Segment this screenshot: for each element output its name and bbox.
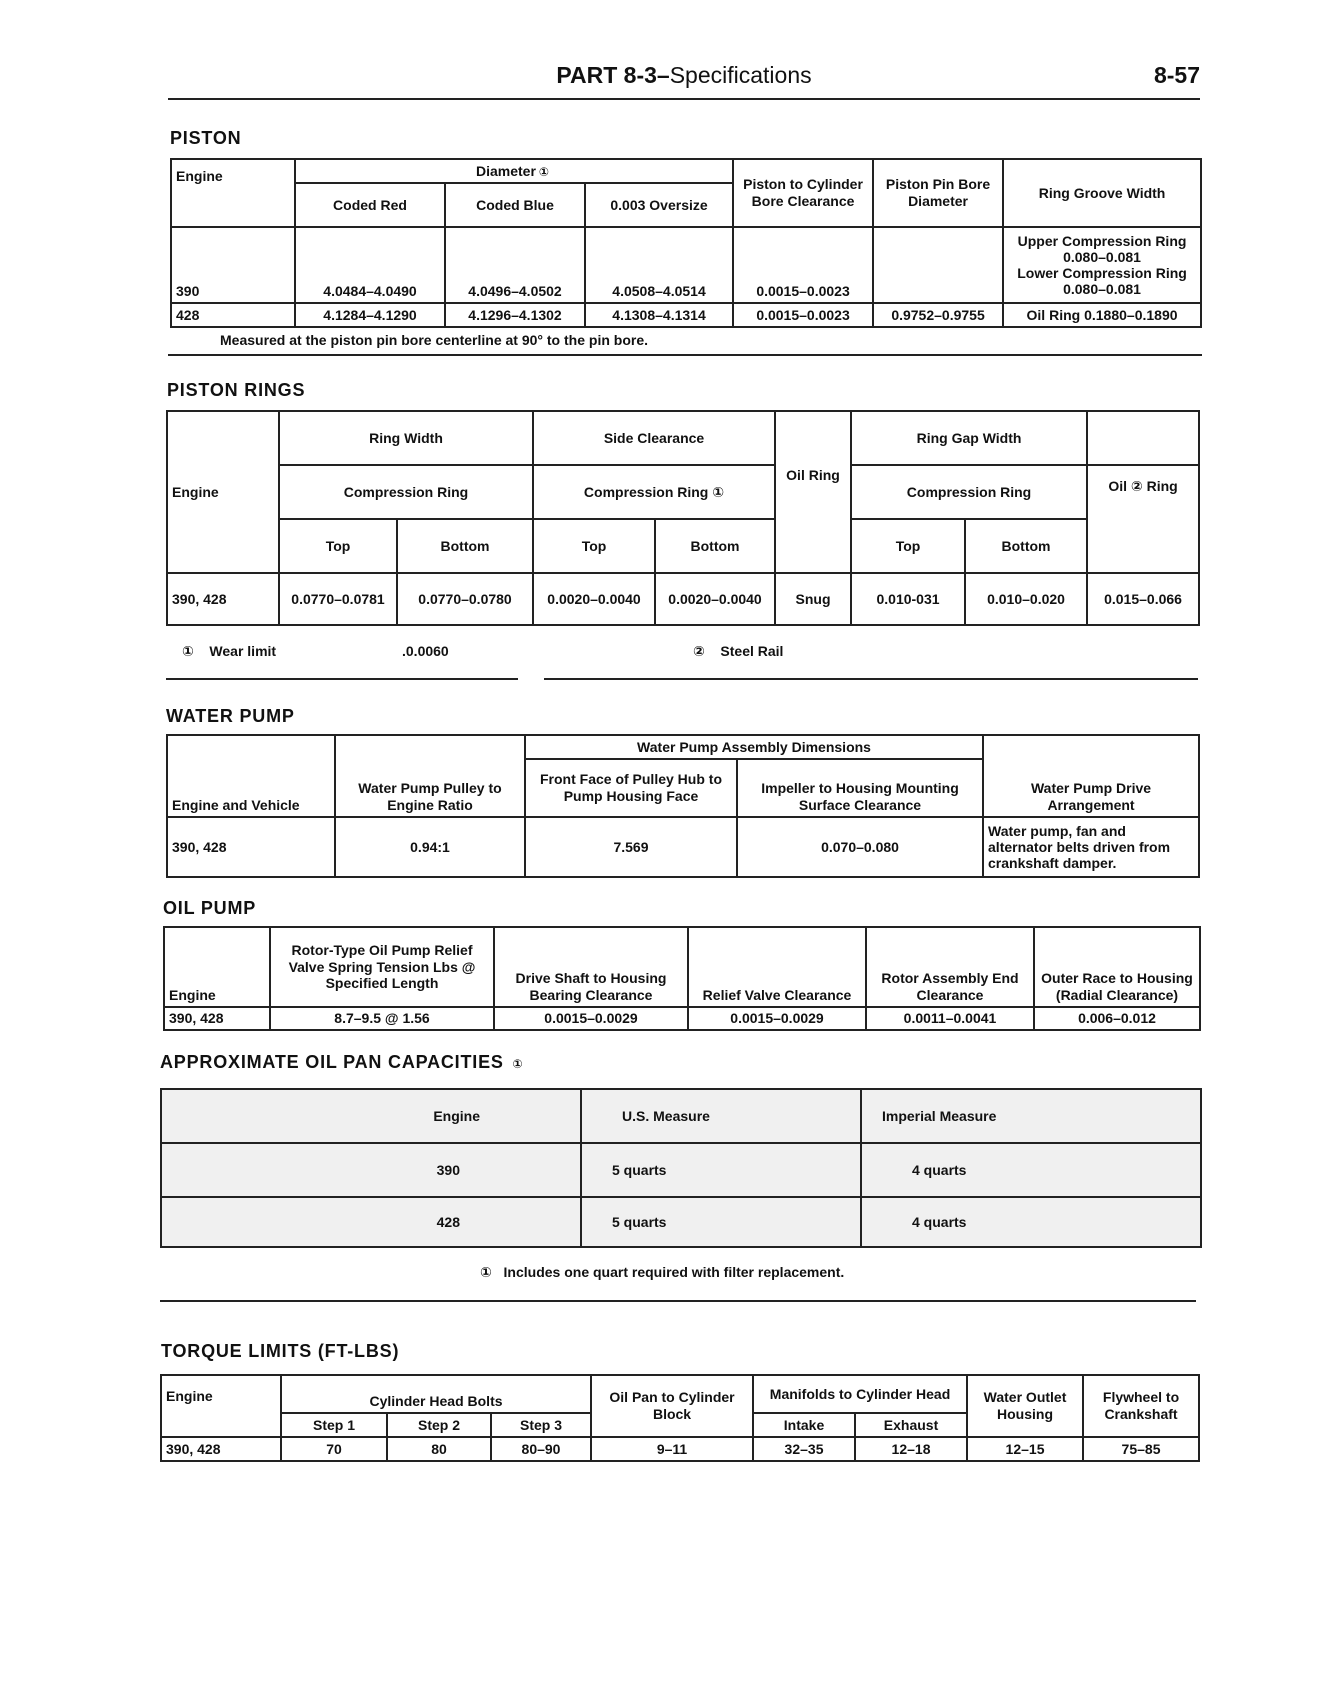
oil-pan-note [480, 1264, 844, 1281]
tq-flywheel-cell: 75–85 [1083, 1437, 1199, 1461]
rings-footnote-2 [693, 643, 783, 660]
wear-limit-label: Wear limit [209, 643, 277, 659]
op-relief-valve-cell: 0.0015–0.0029 [688, 1007, 866, 1030]
tq-manifolds-header: Manifolds to Cylinder Head [753, 1375, 967, 1413]
page-header [168, 60, 1200, 100]
oil-pan-table [160, 1088, 1202, 1248]
piston-note: Measured at the piston pin bore centerline at 90° to the pin bore. [220, 332, 648, 348]
divider [166, 678, 518, 680]
pan-engine-header: Engine [161, 1089, 581, 1143]
op-relief-valve-header: Relief Valve Clearance [688, 927, 866, 1007]
wp-drive-cell: Water pump, fan and alternator belts driven from crankshaft damper. [983, 817, 1199, 877]
rings-side-oil-cell: Snug [775, 573, 851, 625]
wp-ratio-cell: 0.94:1 [335, 817, 525, 877]
wp-assembly-header: Water Pump Assembly Dimensions [525, 735, 983, 759]
table-row [164, 1007, 1200, 1030]
oil-pump-table [163, 926, 1201, 1031]
rings-gap-bottom-header: Bottom [965, 519, 1087, 573]
op-rotor-header: Rotor Assembly End Clearance [866, 927, 1034, 1007]
pan-us-header: U.S. Measure [581, 1089, 861, 1143]
tq-step1-cell: 70 [281, 1437, 387, 1461]
pan-us-cell: 5 quarts [581, 1143, 861, 1197]
op-engine-cell: 390, 428 [164, 1007, 270, 1030]
rings-gap-oil-header: Oil ② Ring [1087, 465, 1199, 573]
ring-groove-line: Lower Compression Ring [1017, 265, 1187, 281]
tq-engine-header: Engine [161, 1375, 281, 1437]
wp-impeller-cell: 0.070–0.080 [737, 817, 983, 877]
piston-diameter-header [295, 159, 733, 183]
piston-ring-groove-cell: Oil Ring 0.1880–0.1890 [1003, 303, 1201, 327]
divider [160, 1300, 1196, 1302]
tq-step2-cell: 80 [387, 1437, 491, 1461]
piston-rings-table [166, 410, 1200, 626]
pan-imperial-header: Imperial Measure [861, 1089, 1201, 1143]
rings-engine-header: Engine [167, 411, 279, 573]
rings-side-top-header: Top [533, 519, 655, 573]
pan-engine-cell: 390 [161, 1143, 581, 1197]
rings-blank-header [1087, 411, 1199, 465]
op-outer-race-cell: 0.006–0.012 [1034, 1007, 1200, 1030]
wp-engine-header: Engine and Vehicle [167, 735, 335, 817]
footnote-mark: ① [182, 643, 194, 659]
op-relief-spring-cell: 8.7–9.5 @ 1.56 [270, 1007, 494, 1030]
rings-side-bottom-cell: 0.0020–0.0040 [655, 573, 775, 625]
rings-side-compression-header: Compression Ring ① [533, 465, 775, 519]
footnote-mark: ② [693, 643, 705, 659]
water-pump-table [166, 734, 1200, 878]
rings-blank-header [775, 411, 851, 465]
rings-width-bottom-cell: 0.0770–0.0780 [397, 573, 533, 625]
torque-section-title: TORQUE LIMITS (FT-LBS) [161, 1341, 400, 1361]
steel-rail-label: Steel Rail [720, 643, 784, 659]
piston-section-title: PISTON [170, 128, 242, 148]
piston-engine-header: Engine [171, 159, 295, 227]
tq-step1-header: Step 1 [281, 1413, 387, 1437]
piston-coded-red-cell: 4.0484–4.0490 [295, 227, 445, 303]
footnote-mark: ① [480, 1264, 492, 1280]
table-row [167, 573, 1199, 625]
piston-clearance-cell: 0.0015–0.0023 [733, 303, 873, 327]
table-row [167, 817, 1199, 877]
rings-gap-compression-header: Compression Ring [851, 465, 1087, 519]
tq-oil-pan-header: Oil Pan to Cylinder Block [591, 1375, 753, 1437]
op-relief-spring-header: Rotor-Type Oil Pump Relief Valve Spring Tension Lbs @ Specified Length [270, 927, 494, 1007]
pan-engine-cell: 428 [161, 1197, 581, 1247]
wp-front-face-header: Front Face of Pulley Hub to Pump Housing Face [525, 759, 737, 817]
rings-gap-width-header: Ring Gap Width [851, 411, 1087, 465]
op-engine-header: Engine [164, 927, 270, 1007]
oil-pan-note-text: Includes one quart required with filter replacement. [503, 1264, 845, 1280]
pan-imperial-cell: 4 quarts [861, 1143, 1201, 1197]
piston-clearance-cell: 0.0015–0.0023 [733, 227, 873, 303]
piston-table [170, 158, 1202, 328]
rings-width-bottom-header: Bottom [397, 519, 533, 573]
ring-groove-line: 0.080–0.081 [1063, 248, 1141, 265]
rings-width-top-cell: 0.0770–0.0781 [279, 573, 397, 625]
piston-engine-cell: 390 [171, 227, 295, 303]
piston-rings-section-title: PISTON RINGS [167, 380, 306, 400]
torque-table [160, 1374, 1200, 1462]
ring-groove-line: 0.080–0.081 [1063, 281, 1141, 298]
op-outer-race-header: Outer Race to Housing (Radial Clearance) [1034, 927, 1200, 1007]
tq-intake-header: Intake [753, 1413, 855, 1437]
op-drive-shaft-cell: 0.0015–0.0029 [494, 1007, 688, 1030]
wp-drive-header: Water Pump Drive Arrangement [983, 735, 1199, 817]
pan-us-cell: 5 quarts [581, 1197, 861, 1247]
diameter-footnote-mark: ① [538, 164, 550, 179]
diameter-label: Diameter [475, 162, 536, 179]
op-drive-shaft-header: Drive Shaft to Housing Bearing Clearance [494, 927, 688, 1007]
piston-coded-red-cell: 4.1284–4.1290 [295, 303, 445, 327]
tq-water-outlet-header: Water Outlet Housing [967, 1375, 1083, 1437]
table-row [161, 1437, 1199, 1461]
rings-side-bottom-header: Bottom [655, 519, 775, 573]
wp-ratio-header: Water Pump Pulley to Engine Ratio [335, 735, 525, 817]
tq-intake-cell: 32–35 [753, 1437, 855, 1461]
part-label: PART 8-3 [556, 62, 657, 88]
rings-side-clearance-header: Side Clearance [533, 411, 775, 465]
table-row [161, 1143, 1201, 1197]
piston-oversize-header: 0.003 Oversize [585, 183, 733, 227]
rings-side-top-cell: 0.0020–0.0040 [533, 573, 655, 625]
water-pump-section-title: WATER PUMP [166, 706, 295, 726]
wp-engine-cell: 390, 428 [167, 817, 335, 877]
piston-pin-bore-header: Piston Pin Bore Diameter [873, 159, 1003, 227]
piston-ring-groove-cell [1003, 227, 1201, 303]
piston-coded-red-header: Coded Red [295, 183, 445, 227]
rings-oil-ring-header: Oil Ring [775, 465, 851, 573]
divider [544, 678, 1198, 680]
ring-groove-line: Upper Compression Ring [1017, 232, 1187, 249]
piston-ring-groove-header: Ring Groove Width [1003, 159, 1201, 227]
oil-pan-title-text: APPROXIMATE OIL PAN CAPACITIES [160, 1052, 504, 1072]
oil-pan-title-mark: ① [512, 1057, 524, 1071]
op-rotor-cell: 0.0011–0.0041 [866, 1007, 1034, 1030]
tq-cyl-head-header: Cylinder Head Bolts [281, 1375, 591, 1413]
divider [168, 354, 1202, 356]
rings-width-top-header: Top [279, 519, 397, 573]
tq-step3-cell: 80–90 [491, 1437, 591, 1461]
piston-pin-bore-cell [873, 227, 1003, 303]
piston-coded-blue-cell: 4.1296–4.1302 [445, 303, 585, 327]
tq-exhaust-header: Exhaust [855, 1413, 967, 1437]
page-number: 8-57 [1153, 62, 1200, 88]
oil-pan-section-title [160, 1052, 526, 1073]
rings-gap-bottom-cell: 0.010–0.020 [965, 573, 1087, 625]
rings-gap-oil-cell: 0.015–0.066 [1087, 573, 1199, 625]
tq-oil-pan-cell: 9–11 [591, 1437, 753, 1461]
page-title: PART 8-3–Specifications [556, 62, 812, 88]
piston-engine-cell: 428 [171, 303, 295, 327]
piston-coded-blue-cell: 4.0496–4.0502 [445, 227, 585, 303]
section-label: Specifications [669, 62, 812, 88]
piston-oversize-cell: 4.1308–4.1314 [585, 303, 733, 327]
table-row [171, 303, 1201, 327]
table-row [171, 227, 1201, 303]
tq-step2-header: Step 2 [387, 1413, 491, 1437]
rings-gap-top-cell: 0.010-031 [851, 573, 965, 625]
rings-engine-cell: 390, 428 [167, 573, 279, 625]
tq-engine-cell: 390, 428 [161, 1437, 281, 1461]
piston-oversize-cell: 4.0508–4.0514 [585, 227, 733, 303]
rings-width-header: Ring Width [279, 411, 533, 465]
table-row [161, 1197, 1201, 1247]
rings-compression-header: Compression Ring [279, 465, 533, 519]
pan-imperial-cell: 4 quarts [861, 1197, 1201, 1247]
piston-pin-bore-cell: 0.9752–0.9755 [873, 303, 1003, 327]
tq-step3-header: Step 3 [491, 1413, 591, 1437]
piston-clearance-header: Piston to Cylinder Bore Clearance [733, 159, 873, 227]
tq-flywheel-header: Flywheel to Crankshaft [1083, 1375, 1199, 1437]
wp-impeller-header: Impeller to Housing Mounting Surface Clearance [737, 759, 983, 817]
tq-exhaust-cell: 12–18 [855, 1437, 967, 1461]
rings-footnote-1 [182, 643, 276, 660]
piston-coded-blue-header: Coded Blue [445, 183, 585, 227]
tq-water-outlet-cell: 12–15 [967, 1437, 1083, 1461]
wp-front-face-cell: 7.569 [525, 817, 737, 877]
wear-limit-value: .0.0060 [402, 643, 449, 659]
rings-gap-top-header: Top [851, 519, 965, 573]
oil-pump-section-title: OIL PUMP [163, 898, 257, 918]
